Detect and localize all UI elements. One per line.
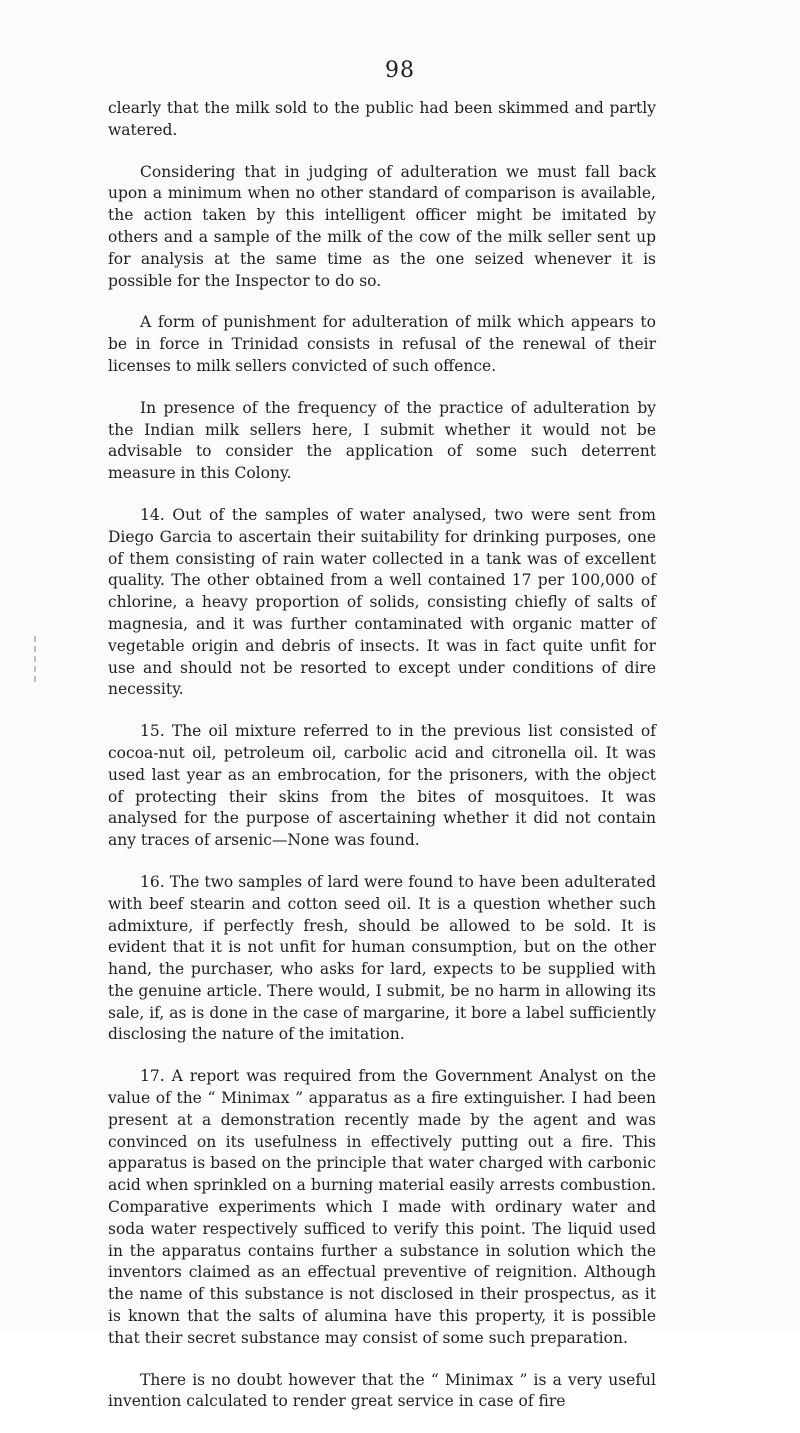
body-text [108,98,656,1433]
paragraph-17-minimax-report: 17. A report was required from the Government Analyst on the value of the “ Minimax ” apparatus as a fire extinguisher. I had been present at a demonstration recently made by the agent and was convinced on its usefulness in effectively putting out a fire. This apparatus is based on the principle that water charged with carbonic acid when sprinkled on a burning material easily arrests combustion. Comparative experiments which I made with ordinary water and soda water respectively sufficed to verify this point. The liquid used in the apparatus contains further a substance in solution which the inventors claimed as an effectual preventive of reignition. Although the name of this substance is not disclosed in their prospectus, as it is known that the salts of alumina have this property, it is possible that their secret substance may consist of some such preparation. [108,1067,656,1347]
page-number: 98 [385,58,415,83]
paragraph-15-oil-mixture: 15. The oil mixture referred to in the previous list consisted of cocoa-nut oil, petroleum oil, carbolic acid and citronella oil. It was used last year as an embrocation, for the prisoners, with the object of protecting their skins from the bites of mosquitoes. It was analysed for the purpose of ascertaining whether it did not contain any traces of arsenic—None was found. [108,722,656,850]
paragraph-16-lard-samples: 16. The two samples of lard were found to have been adulterated with beef stearin and cotton seed oil. It is a question whether such admixture, if perfectly fresh, should be allowed to be sold. It is evident that it is not unfit for human consumption, but on the other hand, the purchaser, who asks for lard, expects to be supplied with the genuine article. There would, I submit, be no harm in allowing its sale, if, as is done in the case of margarine, it bore a label sufficiently disclosing the nature of the imitation. [108,872,656,1044]
margin-mark [30,632,40,696]
paragraph-14-water-samples: 14. Out of the samples of water analysed, two were sent from Diego Garcia to ascertain their suitability for drinking purposes, one of them consisting of rain water collected in a tank was of excellent quality. The other obtained from a well contained 17 per 100,000 of chlorine, a heavy proportion of solids, consisting chiefly of salts of magnesia, and it was further contaminated with organic matter of vegetable origin and debris of insects. It was in fact quite unfit for use and should not be resorted to except under conditions of dire necessity. [108,505,656,699]
paragraph-continuation: clearly that the milk sold to the public had been skimmed and partly watered. [108,99,656,139]
paragraph-deterrent-measure: In presence of the frequency of the practice of adulteration by the Indian milk sellers here, I submit whether it would not be advisable to consider the application of some such deterrent measure in this Colony. [108,398,656,483]
paragraph-minimax-conclusion: There is no doubt however that the “ Minimax ” is a very useful invention calculated to render great service in case of fire [108,1370,656,1411]
paragraph-adulteration-standard: Considering that in judging of adulteration we must fall back upon a minimum when no other standard of comparison is available, the action taken by this intelligent officer might be imitated by others and a sample of the milk of the cow of the milk seller sent up for analysis at the same time as the one seized whenever it is possible for the Inspector to do so. [108,162,656,290]
paragraph-trinidad-punishment: A form of punishment for adulteration of milk which appears to be in force in Trinidad consists in refusal of the renewal of their licenses to milk sellers convicted of such offence. [108,313,656,375]
